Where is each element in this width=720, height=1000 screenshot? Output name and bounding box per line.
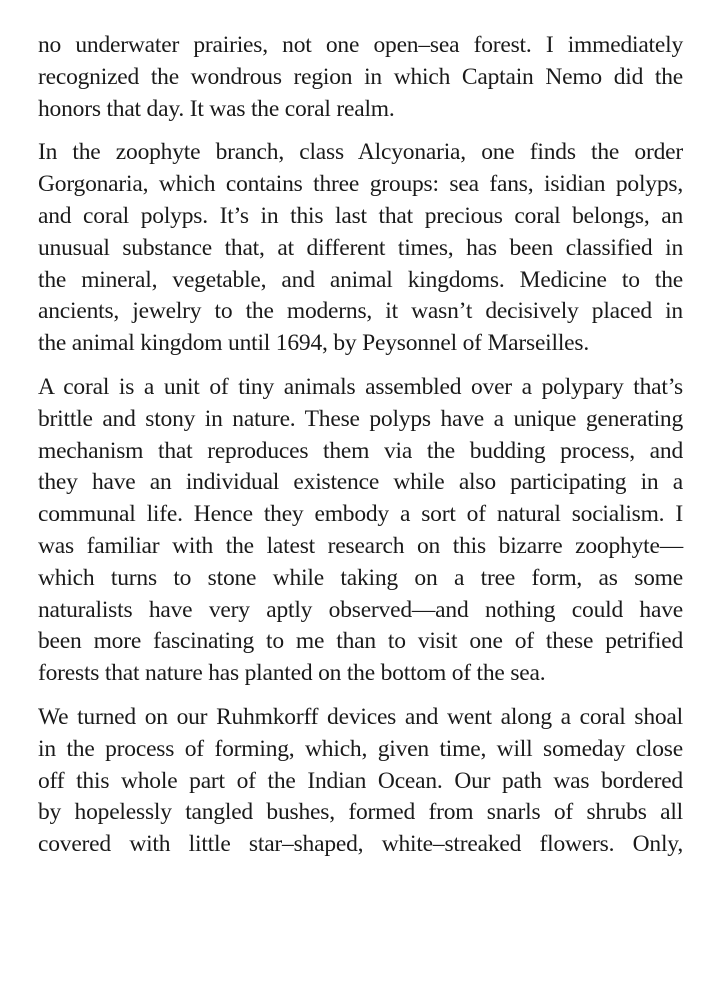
text-line: unusual substance that, at different times, has been classified in (38, 234, 683, 261)
paragraph (38, 372, 683, 690)
text-line: been more fascinating to me than to visit one of these petrified (38, 628, 683, 655)
text-line: off this whole part of the Indian Ocean. Our path was bordered (38, 767, 683, 794)
text-line: no underwater prairies, not one open–sea forest. I immediately (38, 32, 683, 58)
text-line: the animal kingdom until 1694, by Peysonnel of Marseilles. (38, 330, 590, 357)
text-line: recognized the wondrous region in which Captain Nemo did the (38, 63, 683, 90)
text-line: communal life. Hence they embody a sort of natural socialism. I (38, 501, 683, 528)
paragraph (38, 137, 683, 360)
text-line: We turned on our Ruhmkorff devices and went along a coral shoal (38, 703, 683, 730)
text-line: which turns to stone while taking on a tree form, as some (38, 564, 683, 591)
text-line: A coral is a unit of tiny animals assembled over a polypary that’s (38, 373, 683, 400)
text-line: by hopelessly tangled bushes, formed from snarls of shrubs all (38, 799, 683, 826)
text-line: and coral polyps. It’s in this last that precious coral belongs, an (38, 202, 683, 229)
text-line: Gorgonaria, which contains three groups: sea fans, isidian polyps, (38, 171, 683, 198)
text-line: mechanism that reproduces them via the budding process, and (38, 437, 683, 464)
text-line: they have an individual existence while also participating in a (38, 469, 683, 496)
book-page (38, 30, 683, 873)
text-line: the mineral, vegetable, and animal kingdoms. Medicine to the (38, 266, 683, 293)
text-line: covered with little star–shaped, white–streaked flowers. Only, (38, 831, 683, 858)
text-line: was familiar with the latest research on this bizarre zoophyte— (38, 532, 683, 559)
text-line: in the process of forming, which, given time, will someday close (38, 735, 683, 762)
text-line: ancients, jewelry to the moderns, it wasn’t decisively placed in (38, 298, 683, 325)
text-line: brittle and stony in nature. These polyps have a unique generating (38, 405, 683, 432)
paragraph (38, 30, 683, 125)
text-line: naturalists have very aptly observed—and nothing could have (38, 596, 683, 623)
text-line: forests that nature has planted on the bottom of the sea. (38, 660, 546, 687)
text-line: honors that day. It was the coral realm. (38, 95, 395, 122)
paragraph (38, 702, 683, 861)
text-line: In the zoophyte branch, class Alcyonaria, one finds the order (38, 139, 683, 166)
